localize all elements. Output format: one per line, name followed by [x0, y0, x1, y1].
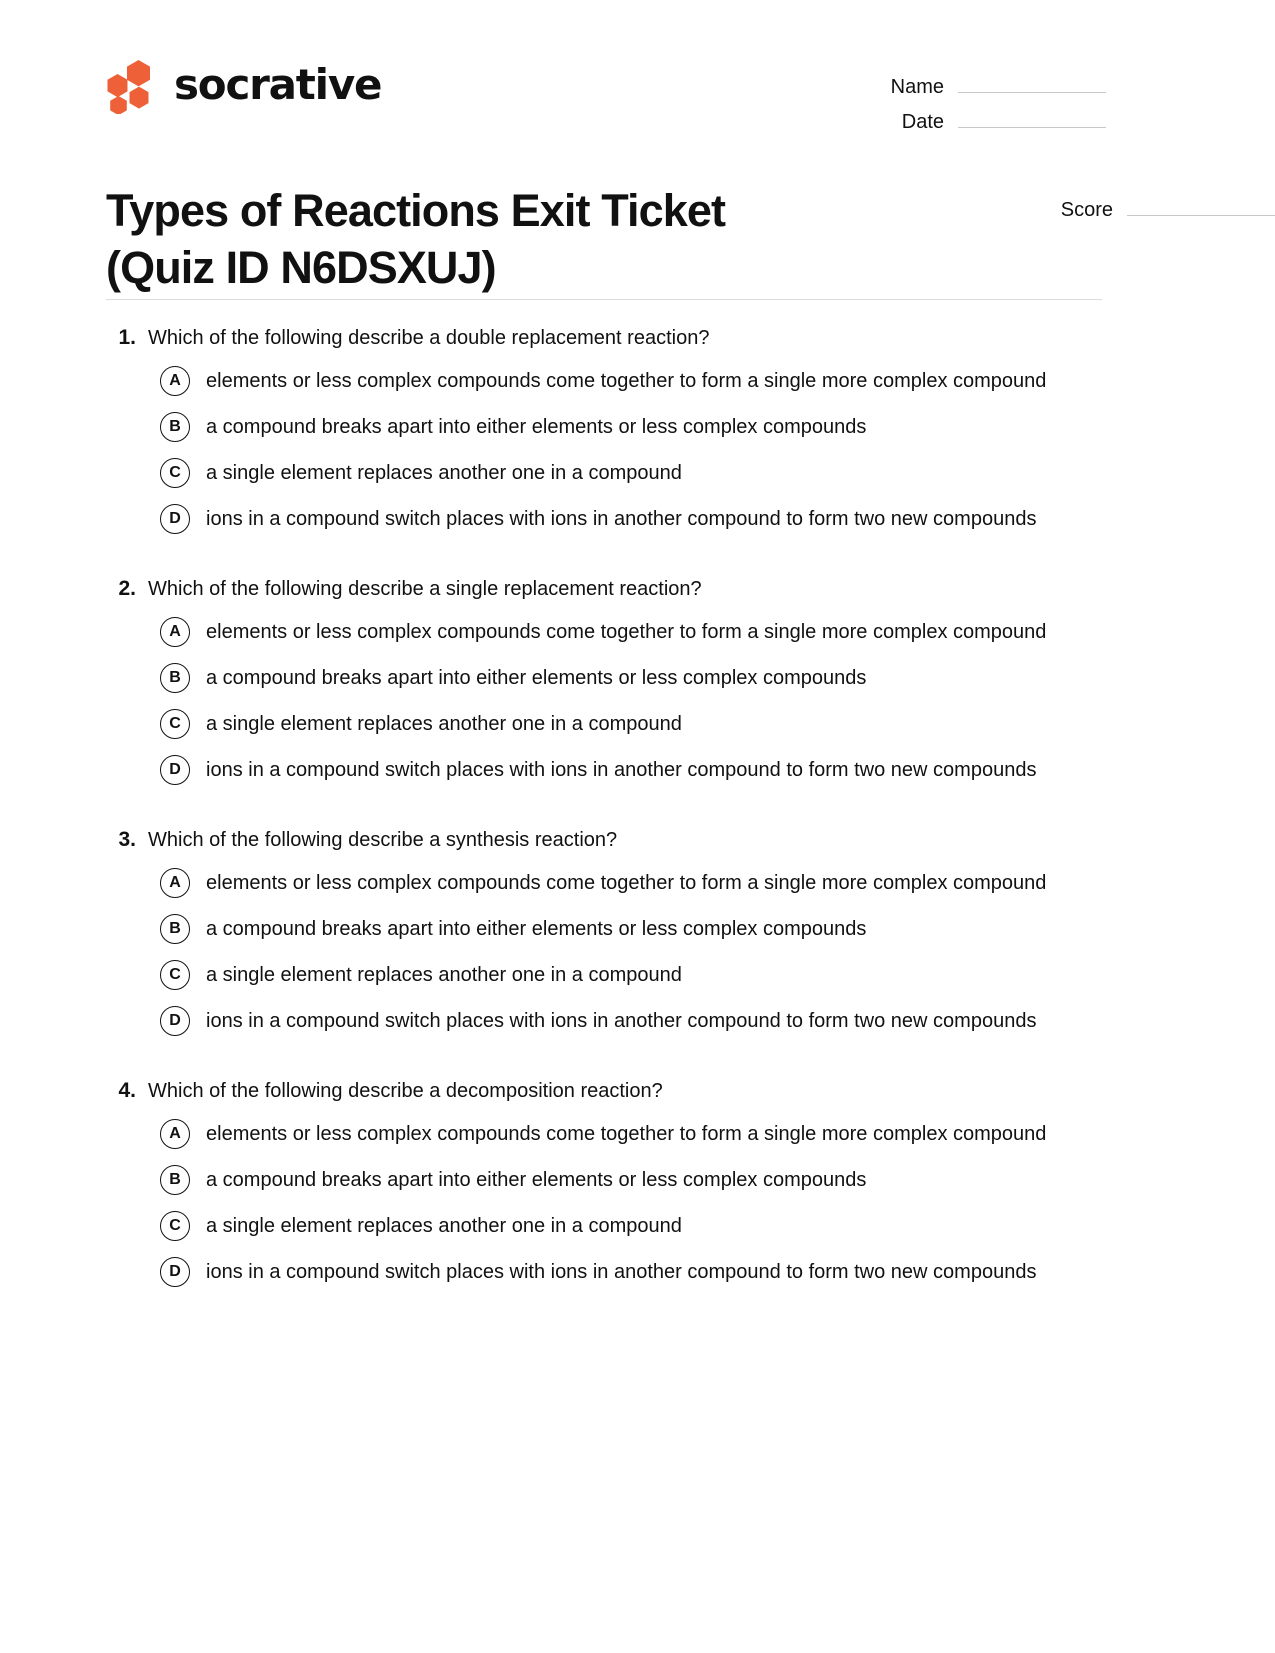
- socrative-wordmark: socrative: [174, 59, 382, 109]
- option-text-b: a compound breaks apart into either elements or less complex compounds: [206, 918, 867, 940]
- question-heading: [106, 325, 1116, 352]
- option-text-a: elements or less complex compounds come together to form a single more complex compound: [206, 1123, 1047, 1145]
- option-text-b: a compound breaks apart into either elements or less complex compounds: [206, 416, 867, 438]
- option-text-a: elements or less complex compounds come together to form a single more complex compound: [206, 621, 1047, 643]
- option-letter-b[interactable]: B: [160, 1165, 190, 1195]
- option-list: [106, 1119, 1116, 1287]
- option-text-c: a single element replaces another one in a compound: [206, 462, 682, 484]
- option-text-b: a compound breaks apart into either elements or less complex compounds: [206, 1169, 867, 1191]
- option-letter-d[interactable]: D: [160, 1257, 190, 1287]
- page-title: [106, 182, 806, 296]
- question-item: [106, 1078, 1116, 1287]
- option-list: [106, 617, 1116, 785]
- question-heading: [106, 1078, 1116, 1105]
- question-text: Which of the following describe a decomposition reaction?: [148, 1080, 663, 1102]
- date-field-input[interactable]: [958, 107, 1106, 128]
- option-letter-a[interactable]: A: [160, 366, 190, 396]
- option-letter-a[interactable]: A: [160, 1119, 190, 1149]
- option-letter-c[interactable]: C: [160, 960, 190, 990]
- socrative-logo: [106, 58, 381, 114]
- question-heading: [106, 827, 1116, 854]
- option-letter-c[interactable]: C: [160, 1211, 190, 1241]
- option-text-c: a single element replaces another one in a compound: [206, 713, 682, 735]
- option-row-b[interactable]: [106, 914, 1116, 944]
- option-letter-c[interactable]: C: [160, 709, 190, 739]
- page-header: [106, 58, 1106, 138]
- option-row-b[interactable]: [106, 412, 1116, 442]
- option-row-a[interactable]: [106, 868, 1116, 898]
- date-field-row: [866, 107, 1106, 134]
- option-text-d: ions in a compound switch places with ions in another compound to form two new compounds: [206, 759, 1037, 781]
- option-letter-a[interactable]: A: [160, 868, 190, 898]
- option-row-a[interactable]: [106, 1119, 1116, 1149]
- name-field-input[interactable]: [958, 72, 1106, 93]
- option-row-d[interactable]: [106, 504, 1116, 534]
- socrative-hexagons-icon: [106, 58, 158, 114]
- option-row-c[interactable]: [106, 1211, 1116, 1241]
- name-field-label: Name: [890, 76, 944, 98]
- option-letter-d[interactable]: D: [160, 1006, 190, 1036]
- page-title-line-2: (Quiz ID N6DSXUJ): [106, 242, 496, 294]
- option-row-d[interactable]: [106, 1006, 1116, 1036]
- option-list: [106, 868, 1116, 1036]
- page-title-line-1: Types of Reactions Exit Ticket: [106, 185, 726, 237]
- question-number: 1.: [118, 326, 136, 349]
- option-row-c[interactable]: [106, 458, 1116, 488]
- option-row-a[interactable]: [106, 617, 1116, 647]
- option-row-b[interactable]: [106, 663, 1116, 693]
- option-row-a[interactable]: [106, 366, 1116, 396]
- name-field-row: [866, 72, 1106, 99]
- option-text-a: elements or less complex compounds come together to form a single more complex compound: [206, 370, 1047, 392]
- option-text-d: ions in a compound switch places with ions in another compound to form two new compounds: [206, 508, 1037, 530]
- question-text: Which of the following describe a single replacement reaction?: [148, 578, 702, 600]
- question-item: [106, 576, 1116, 785]
- question-number: 4.: [118, 1079, 136, 1102]
- option-letter-a[interactable]: A: [160, 617, 190, 647]
- option-text-a: elements or less complex compounds come together to form a single more complex compound: [206, 872, 1047, 894]
- score-field-input[interactable]: [1127, 195, 1275, 216]
- option-text-d: ions in a compound switch places with ions in another compound to form two new compounds: [206, 1261, 1037, 1283]
- option-list: [106, 366, 1116, 534]
- option-letter-b[interactable]: B: [160, 412, 190, 442]
- option-letter-c[interactable]: C: [160, 458, 190, 488]
- option-text-c: a single element replaces another one in a compound: [206, 1215, 682, 1237]
- score-field-row: [1035, 195, 1275, 230]
- option-text-b: a compound breaks apart into either elements or less complex compounds: [206, 667, 867, 689]
- option-row-c[interactable]: [106, 960, 1116, 990]
- question-item: [106, 827, 1116, 1036]
- question-text: Which of the following describe a synthesis reaction?: [148, 829, 618, 851]
- option-letter-b[interactable]: B: [160, 663, 190, 693]
- option-letter-b[interactable]: B: [160, 914, 190, 944]
- question-item: [106, 325, 1116, 534]
- option-text-d: ions in a compound switch places with ions in another compound to form two new compounds: [206, 1010, 1037, 1032]
- option-row-b[interactable]: [106, 1165, 1116, 1195]
- question-number: 2.: [118, 577, 136, 600]
- date-field-label: Date: [901, 111, 944, 133]
- option-row-d[interactable]: [106, 755, 1116, 785]
- name-date-fields: [866, 72, 1106, 142]
- option-letter-d[interactable]: D: [160, 504, 190, 534]
- header-divider: [106, 299, 1102, 300]
- option-row-c[interactable]: [106, 709, 1116, 739]
- option-text-c: a single element replaces another one in a compound: [206, 964, 682, 986]
- score-field-label: Score: [1060, 199, 1113, 221]
- option-row-d[interactable]: [106, 1257, 1116, 1287]
- question-text: Which of the following describe a double replacement reaction?: [148, 327, 710, 349]
- question-heading: [106, 576, 1116, 603]
- question-number: 3.: [118, 828, 136, 851]
- question-list: [106, 325, 1116, 1287]
- option-letter-d[interactable]: D: [160, 755, 190, 785]
